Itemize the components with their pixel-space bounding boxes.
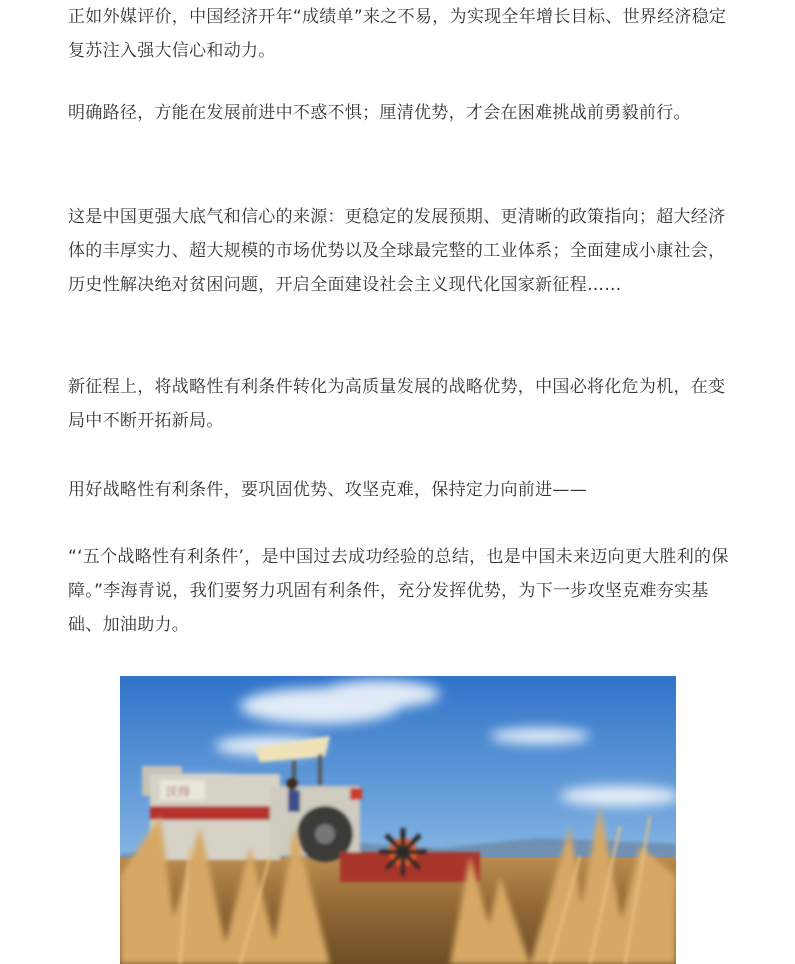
paragraph-4: 新征程上，将战略性有利条件转化为高质量发展的战略优势，中国必将化危为机，在变局中不断开拓新局。 [68, 377, 726, 431]
paragraph-3: 这是中国更强大底气和信心的来源：更稳定的发展预期、更清晰的政策指向；超大经济体的丰厚实力、超大规模的市场优势以及全球最完整的工业体系；全面建成小康社会，历史性解决绝对贫困问题，开启全面建设社会主义现代化国家新征程…… [68, 207, 726, 295]
harvester-brand-text: 沃得 [166, 785, 191, 799]
paragraph-2: 明确路径，方能在发展前进中不惑不惧；厘清优势，才会在困难挑战前勇毅前行。 [68, 103, 691, 123]
paragraph-5: 用好战略性有利条件，要巩固优势、攻坚克难，保持定力向前进—— [68, 480, 587, 500]
paragraph-1: 正如外媒评价，中国经济开年“成绩单”来之不易，为实现全年增长目标、世界经济稳定复苏注入强大信心和动力。 [68, 7, 727, 61]
paragraph-6: “‘五个战略性有利条件’，是中国过去成功经验的总结，也是中国未来迈向更大胜利的保障。”李海青说，我们要努力巩固有利条件，充分发挥优势，为下一步攻坚克难夯实基础、加油助力。 [68, 547, 729, 635]
article-photo-wheat-harvest [120, 676, 676, 964]
